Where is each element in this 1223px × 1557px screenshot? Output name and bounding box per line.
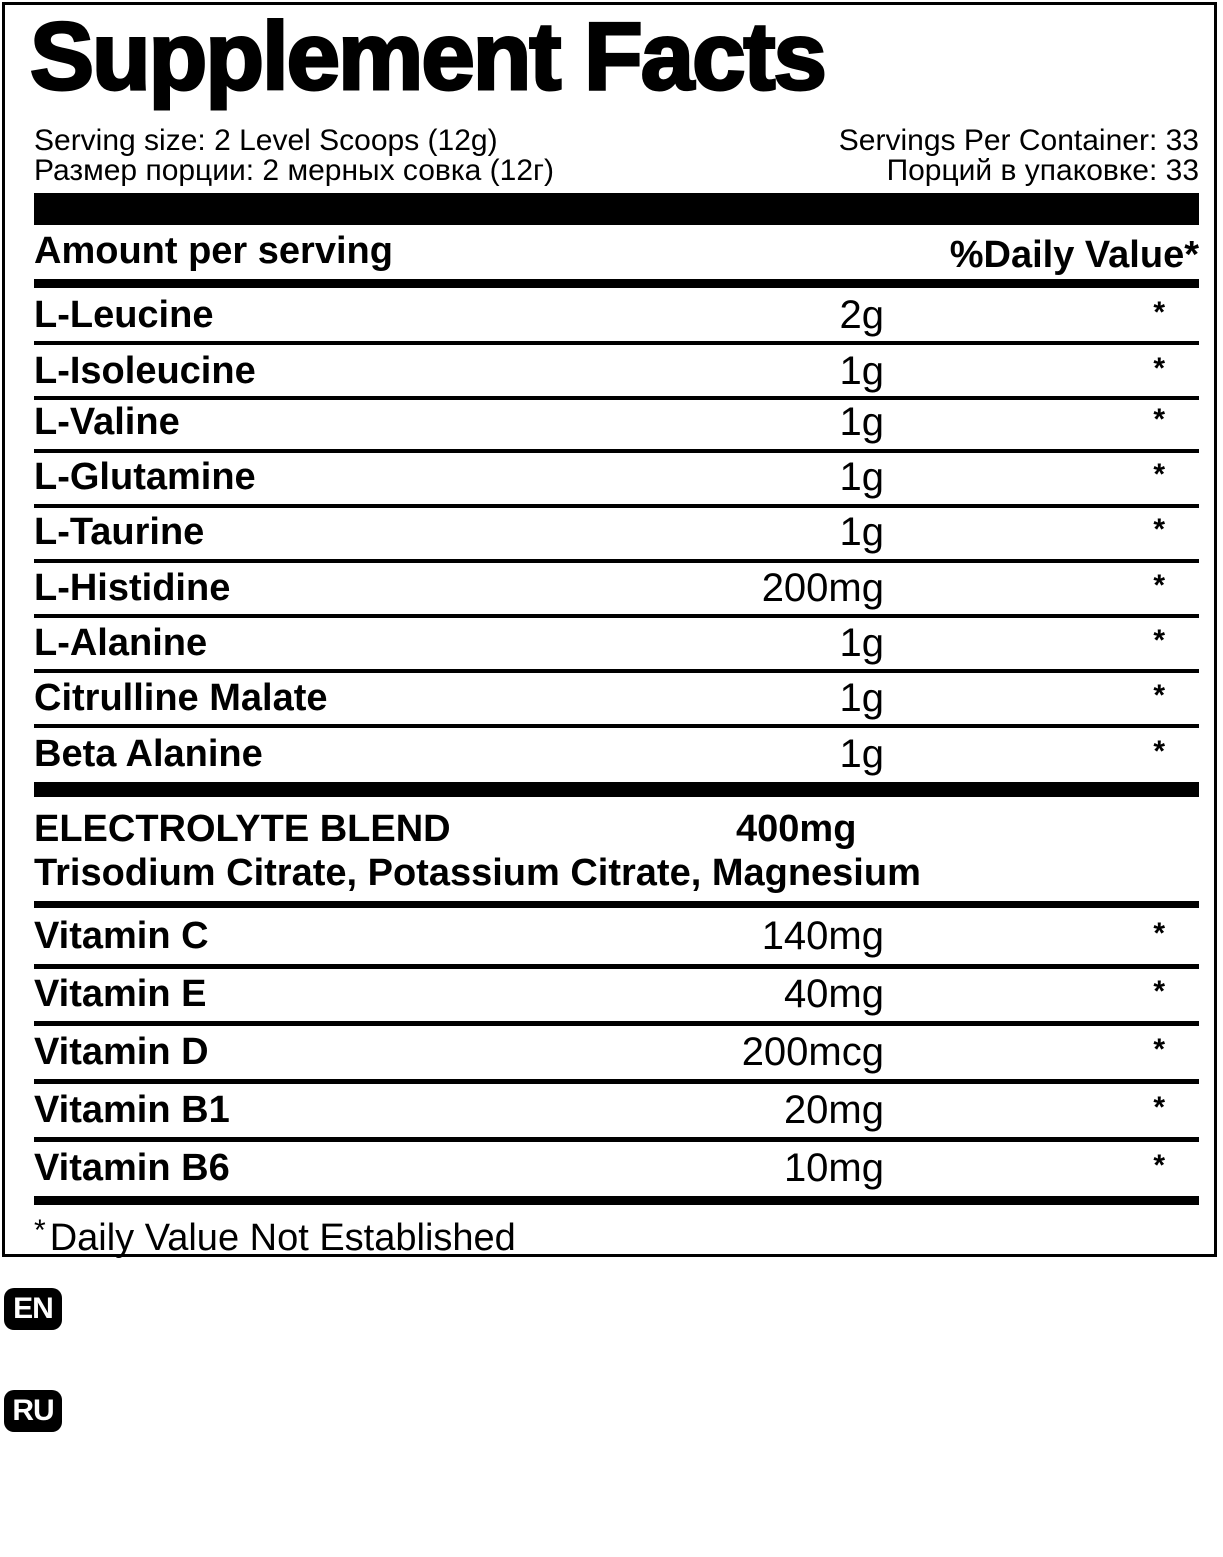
nutrient-dv: *: [1153, 296, 1165, 329]
nutrient-name: Vitamin B6: [34, 1147, 230, 1189]
nutrient-dv: *: [1153, 403, 1165, 436]
nutrient-dv: *: [1153, 975, 1165, 1008]
nutrient-name: L-Alanine: [34, 622, 208, 664]
row-divider: [34, 669, 1199, 673]
nutrient-name: Beta Alanine: [34, 733, 263, 775]
nutrient-dv: *: [1153, 917, 1165, 950]
nutrient-amount: 1g: [839, 349, 884, 393]
nutrient-amount: 140mg: [761, 914, 884, 958]
nutrient-dv: *: [1153, 679, 1165, 712]
nutrient-dv: *: [1153, 569, 1165, 602]
table-row: [34, 731, 1199, 777]
table-row: [34, 675, 1199, 721]
nutrient-amount: 40mg: [783, 972, 884, 1016]
nutrient-amount: 20mg: [783, 1088, 884, 1132]
blend-amount: 400mg: [736, 808, 857, 850]
nutrient-dv: *: [1153, 513, 1165, 546]
nutrient-amount: 1g: [839, 732, 884, 776]
serving-size-ru: Размер порции: 2 мерных совка (12г): [34, 154, 554, 187]
language-badge-ru: RU: [4, 1390, 62, 1432]
nutrient-name: Vitamin D: [34, 1031, 209, 1073]
thick-divider: [34, 193, 1199, 225]
nutrient-amount: 1g: [839, 621, 884, 665]
nutrient-name: Vitamin C: [34, 915, 209, 957]
blend-name: ELECTROLYTE BLEND: [34, 808, 451, 850]
row-divider: [34, 1021, 1199, 1026]
row-divider: [34, 614, 1199, 618]
nutrient-dv: *: [1153, 1149, 1165, 1182]
nutrient-amount: 1g: [839, 455, 884, 499]
footnote-divider: [34, 1196, 1199, 1205]
nutrient-amount: 2g: [839, 293, 884, 337]
nutrient-dv: *: [1153, 352, 1165, 385]
nutrient-name: L-Glutamine: [34, 456, 256, 498]
servings-per-container-en: Servings Per Container: 33: [838, 124, 1199, 157]
vitamins-divider: [34, 901, 1199, 908]
amount-per-serving-label: Amount per serving: [34, 230, 393, 272]
table-row: [34, 913, 1199, 959]
nutrient-dv: *: [1153, 458, 1165, 491]
page-title: Supplement Facts: [30, 3, 825, 110]
table-row: [34, 348, 1199, 394]
table-row: [34, 1087, 1199, 1133]
nutrient-amount: 200mg: [761, 566, 884, 610]
nutrient-name: Citrulline Malate: [34, 677, 328, 719]
footnote-text: Daily Value Not Established: [49, 1217, 516, 1259]
row-divider: [34, 724, 1199, 728]
table-row: [34, 971, 1199, 1017]
blend-ingredients: Trisodium Citrate, Potassium Citrate, Magnesium: [34, 852, 921, 894]
table-row: [34, 292, 1199, 338]
row-divider: [34, 964, 1199, 969]
nutrient-name: L-Isoleucine: [34, 350, 256, 392]
table-row: [34, 565, 1199, 611]
nutrient-name: L-Leucine: [34, 294, 214, 336]
blend-divider: [34, 782, 1199, 797]
nutrient-name: L-Histidine: [34, 567, 231, 609]
footnote: [34, 1206, 516, 1263]
daily-value-label: %Daily Value*: [949, 234, 1199, 276]
nutrient-amount: 1g: [839, 510, 884, 554]
row-divider: [34, 504, 1199, 508]
nutrient-name: Vitamin E: [34, 973, 207, 1015]
header-divider: [34, 279, 1199, 288]
table-row: [34, 454, 1199, 500]
serving-size-en: Serving size: 2 Level Scoops (12g): [34, 124, 498, 157]
row-divider: [34, 341, 1199, 345]
table-row: [34, 399, 1199, 445]
nutrient-amount: 1g: [839, 400, 884, 444]
table-row: [34, 620, 1199, 666]
nutrient-dv: *: [1153, 624, 1165, 657]
row-divider: [34, 1079, 1199, 1084]
row-divider: [34, 449, 1199, 453]
nutrient-dv: *: [1153, 1091, 1165, 1124]
servings-per-container-ru: Порций в упаковке: 33: [886, 154, 1199, 187]
nutrient-amount: 1g: [839, 676, 884, 720]
row-divider: [34, 559, 1199, 563]
nutrient-dv: *: [1153, 1033, 1165, 1066]
nutrient-dv: *: [1153, 735, 1165, 768]
footnote-star: *: [34, 1214, 46, 1247]
table-row: [34, 1029, 1199, 1075]
table-row: [34, 1145, 1199, 1191]
language-badge-en: EN: [4, 1288, 62, 1330]
nutrient-name: Vitamin B1: [34, 1089, 230, 1131]
nutrient-name: L-Taurine: [34, 511, 205, 553]
table-row: [34, 509, 1199, 555]
nutrient-name: L-Valine: [34, 401, 180, 443]
nutrient-amount: 200mcg: [741, 1030, 884, 1074]
nutrient-amount: 10mg: [783, 1146, 884, 1190]
row-divider: [34, 1137, 1199, 1142]
